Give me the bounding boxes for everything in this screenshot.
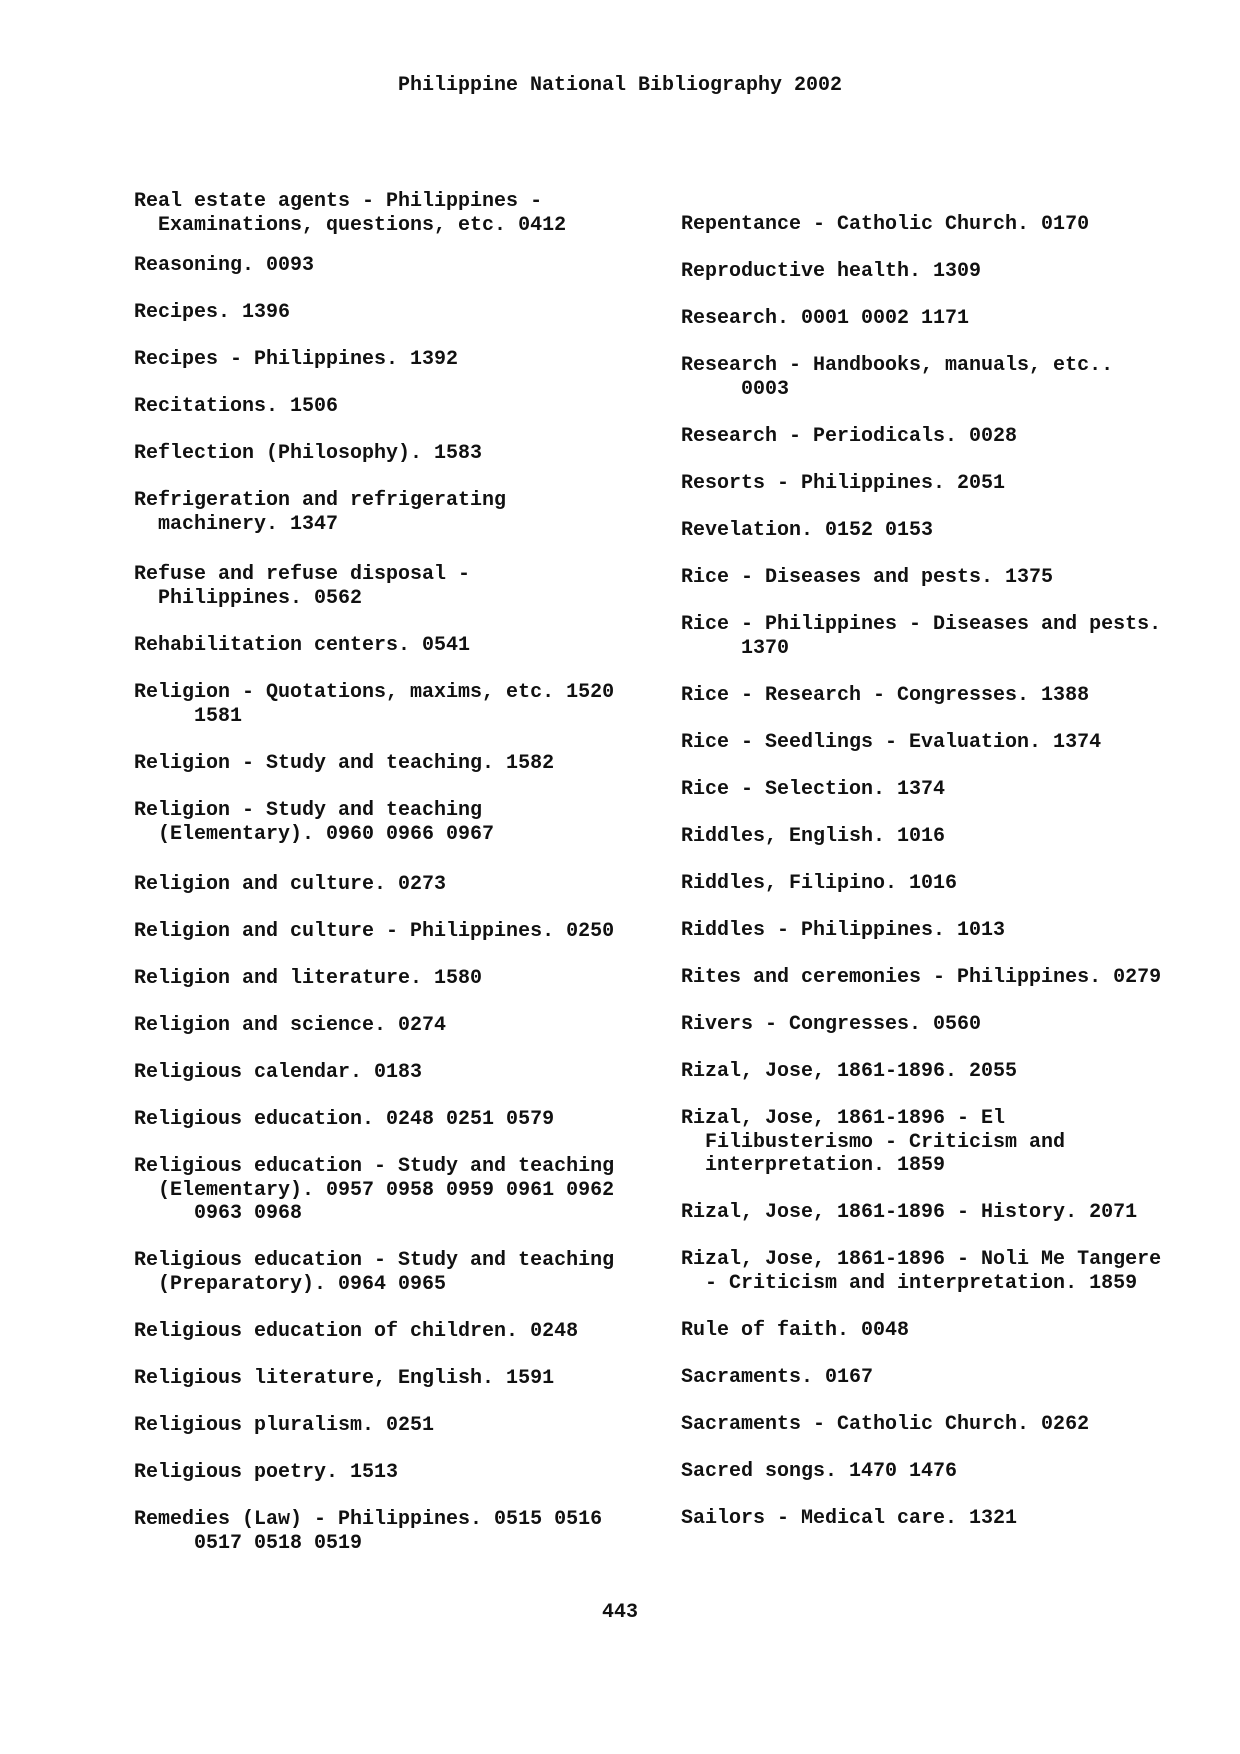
index-entry [134, 752, 554, 776]
index-entry-line: Revelation. 0152 0153 [681, 519, 934, 542]
index-entry-line: Remedies (Law) - Philippines. 0515 0516 [134, 1508, 603, 1531]
index-entry [681, 472, 1005, 496]
index-entry-line: 1581 [134, 704, 243, 728]
index-entry-line: Religion - Study and teaching. 1582 [134, 752, 555, 775]
index-entry-line: Rehabilitation centers. 0541 [134, 634, 471, 657]
index-entry-line: Rizal, Jose, 1861-1896 - El [681, 1107, 1006, 1130]
index-entry-line: 0963 0968 [134, 1202, 303, 1225]
index-entry-line: Rites and ceremonies - Philippines. 0279 [681, 966, 1162, 989]
index-entry-line: Religious education - Study and teaching [134, 1155, 615, 1178]
index-entry [134, 967, 482, 991]
index-entry [681, 731, 1101, 755]
index-entry-line: Religion - Quotations, maxims, etc. 1520 [134, 681, 615, 704]
index-entry [134, 1014, 446, 1038]
index-entry-line: Rice - Selection. 1374 [681, 778, 946, 801]
index-entry [681, 919, 1005, 943]
index-entry-line: Real estate agents - Philippines - [134, 190, 543, 213]
index-entry-line: Riddles - Philippines. 1013 [681, 919, 1006, 942]
index-entry-line: Sacred songs. 1470 1476 [681, 1460, 958, 1483]
index-entry [134, 395, 338, 419]
index-entry [134, 442, 482, 466]
index-entry [681, 1013, 981, 1037]
index-entry-line: Rivers - Congresses. 0560 [681, 1013, 982, 1036]
index-entry-line: 0517 0518 0519 [134, 1531, 363, 1555]
index-entry-line: Riddles, Filipino. 1016 [681, 872, 958, 895]
index-entry-line: Research. 0001 0002 1171 [681, 307, 970, 330]
index-entry-line: Rice - Seedlings - Evaluation. 1374 [681, 731, 1102, 754]
index-entry-line: Rice - Philippines - Diseases and pests. [681, 613, 1162, 636]
index-entry [681, 1201, 1137, 1225]
index-entry [134, 1508, 602, 1555]
index-entry-line: (Elementary). 0960 0966 0967 [134, 822, 495, 846]
index-entry-line: interpretation. 1859 [681, 1154, 946, 1177]
index-entry-line: Refrigeration and refrigerating [134, 489, 507, 512]
page-number: 443 [601, 1601, 638, 1624]
index-entry [681, 1248, 1161, 1295]
index-entry-line: Religious literature, English. 1591 [134, 1367, 555, 1390]
index-entry [134, 301, 290, 325]
index-entry-line: Recipes - Philippines. 1392 [134, 348, 459, 371]
index-entry-line: Religious education of children. 0248 [134, 1320, 579, 1343]
index-entry [681, 519, 933, 543]
index-entry-line: Sailors - Medical care. 1321 [681, 1507, 1018, 1530]
index-entry [134, 873, 446, 897]
index-entry-line: Religion and literature. 1580 [134, 967, 483, 990]
index-entry [681, 1460, 957, 1484]
index-entry-line: (Preparatory). 0964 0965 [134, 1272, 447, 1296]
index-entry-line: Recipes. 1396 [134, 301, 291, 324]
index-entry-line: Religious calendar. 0183 [134, 1061, 423, 1084]
index-entry [134, 681, 614, 728]
index-entry [681, 260, 981, 284]
index-entry-line: Rule of faith. 0048 [681, 1319, 910, 1342]
index-entry [134, 1061, 422, 1085]
index-entry-line: Reasoning. 0093 [134, 254, 315, 277]
index-entry [681, 566, 1053, 590]
index-entry [681, 684, 1089, 708]
index-entry [134, 254, 314, 278]
index-entry-line: Religion and culture. 0273 [134, 873, 447, 896]
index-entry [134, 489, 506, 536]
index-entry-line: Religious pluralism. 0251 [134, 1414, 435, 1437]
index-entry-line: Reflection (Philosophy). 1583 [134, 442, 483, 465]
index-entry [681, 613, 1161, 660]
index-entry-line: 1370 [681, 636, 790, 660]
index-entry-line: (Elementary). 0957 0958 0959 0961 0962 [134, 1178, 615, 1202]
index-entry-line: machinery. 1347 [134, 512, 339, 536]
index-entry [681, 1366, 873, 1390]
index-entry-line: Reproductive health. 1309 [681, 260, 982, 283]
index-entry [134, 1155, 614, 1226]
index-entry-line: Rizal, Jose, 1861-1896 - History. 2071 [681, 1201, 1138, 1224]
index-entry [681, 872, 957, 896]
index-entry [134, 190, 566, 237]
index-entry [681, 354, 1113, 401]
index-entry-line: Rice - Diseases and pests. 1375 [681, 566, 1054, 589]
index-entry [681, 1107, 1065, 1178]
index-entry [134, 1414, 434, 1438]
index-entry-line: 0003 [681, 377, 790, 401]
index-entry-line: Refuse and refuse disposal - [134, 563, 471, 586]
index-entry-line: Riddles, English. 1016 [681, 825, 946, 848]
index-entry [134, 1461, 398, 1485]
index-entry [134, 1249, 614, 1296]
index-entry-line: Religious education. 0248 0251 0579 [134, 1108, 555, 1131]
index-entry [134, 1320, 578, 1344]
index-entry-line: Sacraments. 0167 [681, 1366, 874, 1389]
index-entry [681, 778, 945, 802]
index-entry-line: Sacraments - Catholic Church. 0262 [681, 1413, 1090, 1436]
index-entry [681, 1507, 1017, 1531]
index-entry [681, 307, 969, 331]
index-entry [681, 966, 1161, 990]
index-entry-line: - Criticism and interpretation. 1859 [681, 1271, 1138, 1295]
index-entry [681, 1060, 1017, 1084]
page-title: Philippine National Bibliography 2002 [397, 74, 843, 97]
index-entry-line: Religion - Study and teaching [134, 799, 483, 822]
index-entry [681, 825, 945, 849]
index-entry-line: Research - Handbooks, manuals, etc.. [681, 354, 1114, 377]
index-entry-line: Religion and science. 0274 [134, 1014, 447, 1037]
index-entry-line: Recitations. 1506 [134, 395, 339, 418]
index-entry [134, 563, 470, 610]
index-entry [681, 425, 1017, 449]
index-entry-line: Rizal, Jose, 1861-1896. 2055 [681, 1060, 1018, 1083]
index-entry [681, 1319, 909, 1343]
index-entry-line: Religious education - Study and teaching [134, 1249, 615, 1272]
index-entry-line: Research - Periodicals. 0028 [681, 425, 1018, 448]
index-entry-line: Filibusterismo - Criticism and [681, 1130, 1066, 1154]
index-entry-line: Repentance - Catholic Church. 0170 [681, 213, 1090, 236]
index-entry-line: Resorts - Philippines. 2051 [681, 472, 1006, 495]
index-entry-line: Religious poetry. 1513 [134, 1461, 399, 1484]
index-entry-line: Rice - Research - Congresses. 1388 [681, 684, 1090, 707]
index-entry [134, 348, 458, 372]
index-entry-line: Philippines. 0562 [134, 586, 363, 610]
index-entry [681, 1413, 1089, 1437]
index-entry [681, 213, 1089, 237]
index-entry-line: Examinations, questions, etc. 0412 [134, 213, 567, 237]
index-entry [134, 1367, 554, 1391]
index-entry [134, 634, 470, 658]
index-entry-line: Rizal, Jose, 1861-1896 - Noli Me Tangere [681, 1248, 1162, 1271]
index-entry [134, 920, 614, 944]
index-entry [134, 1108, 554, 1132]
index-entry-line: Religion and culture - Philippines. 0250 [134, 920, 615, 943]
index-entry [134, 799, 494, 846]
